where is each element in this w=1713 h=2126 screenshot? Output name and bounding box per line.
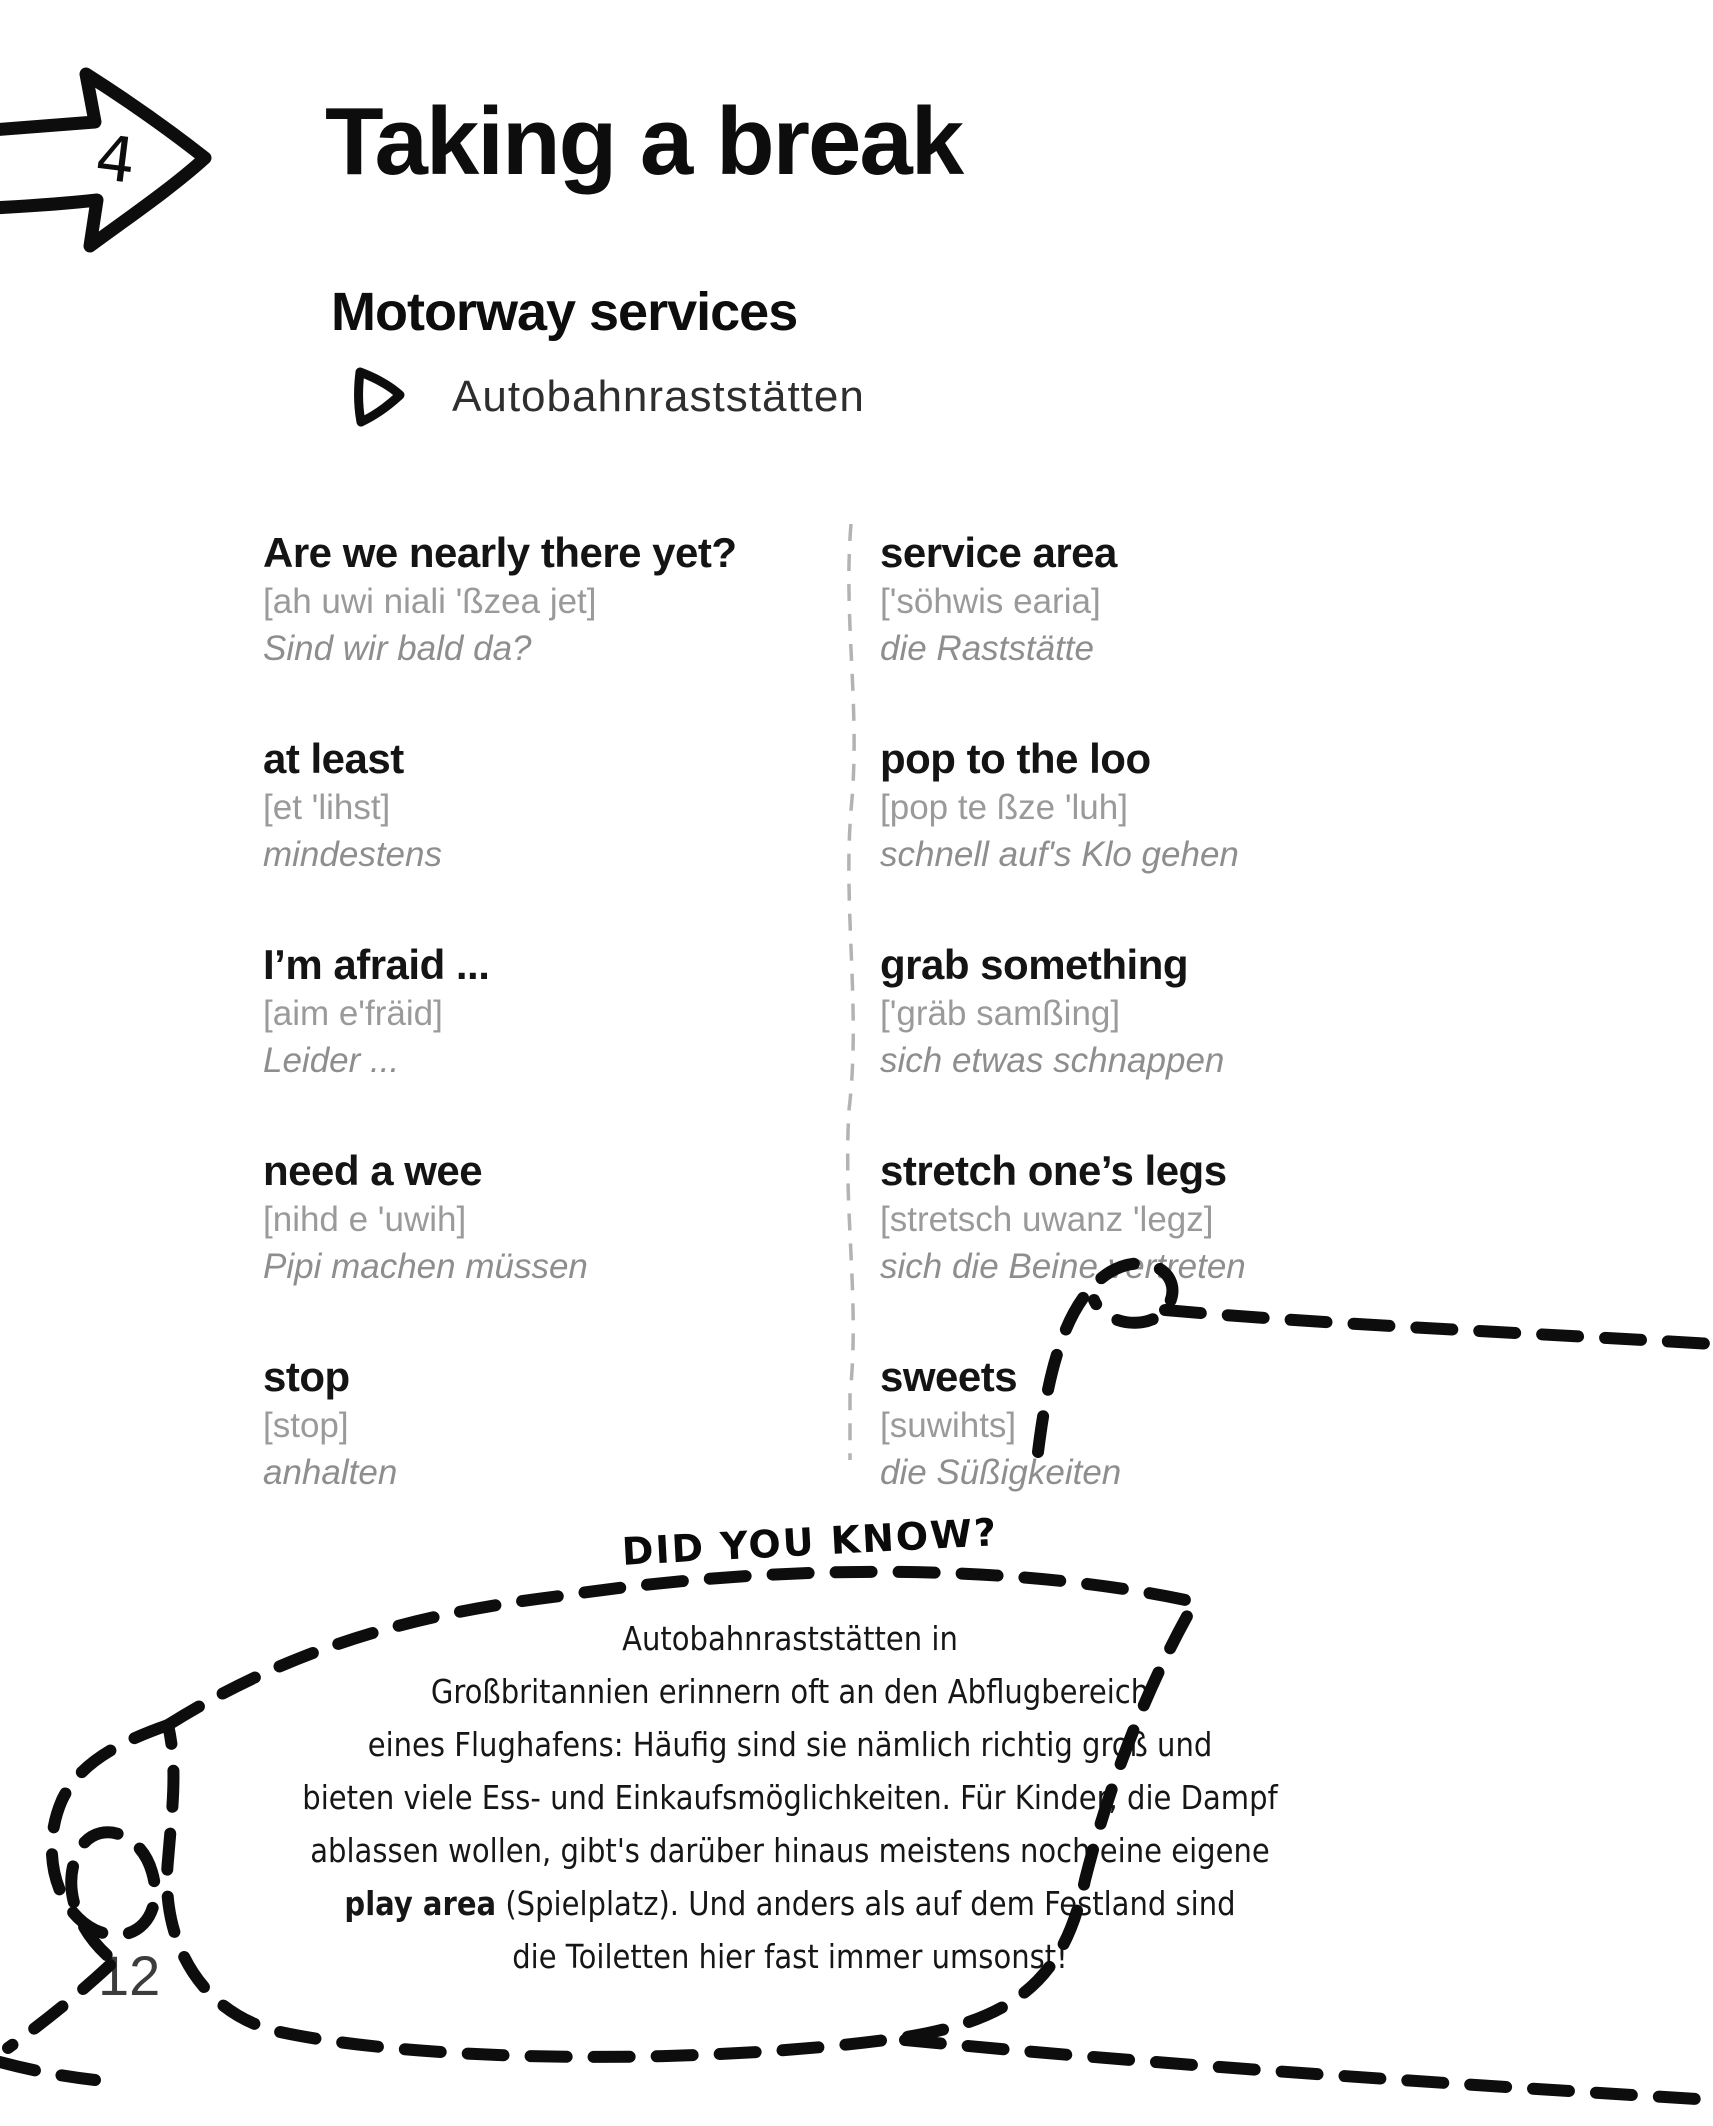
vocab-phonetic: [pop te ßze 'luh] <box>880 788 1128 827</box>
doodle-bottom-left-dashes <box>0 2062 95 2080</box>
vocab-translation: die Süßigkeiten <box>880 1453 1122 1492</box>
play-triangle-icon <box>348 364 410 430</box>
subtitle-translation: Autobahnraststätten <box>452 372 865 421</box>
doodle-left-loop <box>52 1725 168 1962</box>
vocab-translation: sich etwas schnappen <box>880 1041 1225 1080</box>
vocab-term: stop <box>263 1353 350 1400</box>
did-you-know-line <box>249 1824 1331 1877</box>
did-you-know-heading: DID YOU KNOW? <box>620 1510 1000 1574</box>
vocab-term: grab something <box>880 941 1189 988</box>
vocab-entry <box>263 734 823 878</box>
vocab-translation: sich die Beine vertreten <box>880 1247 1246 1286</box>
chapter-number: 4 <box>91 120 140 198</box>
vocab-entry <box>880 528 1500 672</box>
did-you-know-text: Autobahnraststätten in <box>622 1619 958 1658</box>
vocab-phonetic: ['gräb samßing] <box>880 994 1121 1033</box>
did-you-know-line <box>249 1771 1331 1824</box>
vocab-phonetic: [aim e'fräid] <box>263 994 443 1033</box>
vocab-term: at least <box>263 735 404 782</box>
vocab-entry <box>880 940 1500 1084</box>
vocab-term: stretch one’s legs <box>880 1147 1227 1194</box>
vocab-term: sweets <box>880 1353 1018 1400</box>
did-you-know-text: eines Flughafens: Häufig sind sie nämlich richtig groß und <box>367 1725 1213 1764</box>
did-you-know-line <box>249 1718 1331 1771</box>
did-you-know-text: (Spielplatz). Und anders als auf dem Festland sind <box>496 1884 1236 1923</box>
vocab-translation: Pipi machen müssen <box>263 1247 588 1286</box>
vocab-phonetic: ['söhwis earia] <box>880 582 1101 621</box>
vocab-translation: mindestens <box>263 835 442 874</box>
page-title: Taking a break <box>325 88 963 195</box>
did-you-know-line <box>249 1877 1331 1930</box>
vocab-entry <box>880 1146 1500 1290</box>
vocab-phonetic: [stop] <box>263 1406 349 1445</box>
vocab-translation: anhalten <box>263 1453 398 1492</box>
vocab-entry <box>263 1146 823 1290</box>
vocab-phonetic: [ah uwi niali 'ßzea jet] <box>263 582 597 621</box>
vocab-entry <box>263 528 823 672</box>
vocab-entry <box>263 940 823 1084</box>
vocab-entry <box>263 1352 823 1496</box>
did-you-know-bold-term: play area <box>344 1884 497 1923</box>
column-divider-dashed <box>848 524 854 1460</box>
vocab-term: I’m afraid ... <box>263 941 490 988</box>
vocab-translation: die Raststätte <box>880 629 1094 668</box>
vocab-term: need a wee <box>263 1147 483 1194</box>
vocab-term: service area <box>880 529 1117 576</box>
page-subtitle: Motorway services <box>331 282 798 342</box>
vocab-phonetic: [et 'lihst] <box>263 788 391 827</box>
vocab-translation: schnell auf's Klo gehen <box>880 835 1239 874</box>
page-number: 12 <box>98 1944 161 2007</box>
did-you-know-line <box>249 1612 1331 1665</box>
vocab-phonetic: [nihd e 'uwih] <box>263 1200 467 1239</box>
vocab-entry <box>880 1352 1500 1496</box>
vocab-phonetic: [suwihts] <box>880 1406 1017 1445</box>
did-you-know-line <box>249 1930 1331 1983</box>
vocab-column-right <box>880 528 1500 1558</box>
subtitle-translation-row <box>348 362 865 432</box>
vocab-term: pop to the loo <box>880 735 1151 782</box>
did-you-know-line <box>249 1665 1331 1718</box>
vocab-entry <box>880 734 1500 878</box>
did-you-know-text: ablassen wollen, gibt's darüber hinaus meistens noch eine eigene <box>310 1831 1270 1870</box>
chapter-arrow-icon <box>0 58 230 258</box>
vocab-term: Are we nearly there yet? <box>263 529 737 576</box>
vocab-translation: Leider ... <box>263 1041 400 1080</box>
did-you-know-paragraph <box>249 1612 1331 1983</box>
doodle-bottom-right-dashes <box>905 2040 1713 2100</box>
did-you-know-text: die Toiletten hier fast immer umsonst! <box>512 1937 1068 1976</box>
vocab-translation: Sind wir bald da? <box>263 629 532 668</box>
doodle-left-tail <box>8 1965 110 2048</box>
vocab-column-left <box>263 528 823 1558</box>
vocab-phonetic: [stretsch uwanz 'legz] <box>880 1200 1214 1239</box>
did-you-know-text: bieten viele Ess- und Einkaufsmöglichkeiten. Für Kinder, die Dampf <box>302 1778 1278 1817</box>
did-you-know-text: Großbritannien erinnern oft an den Abflugbereich <box>430 1672 1150 1711</box>
